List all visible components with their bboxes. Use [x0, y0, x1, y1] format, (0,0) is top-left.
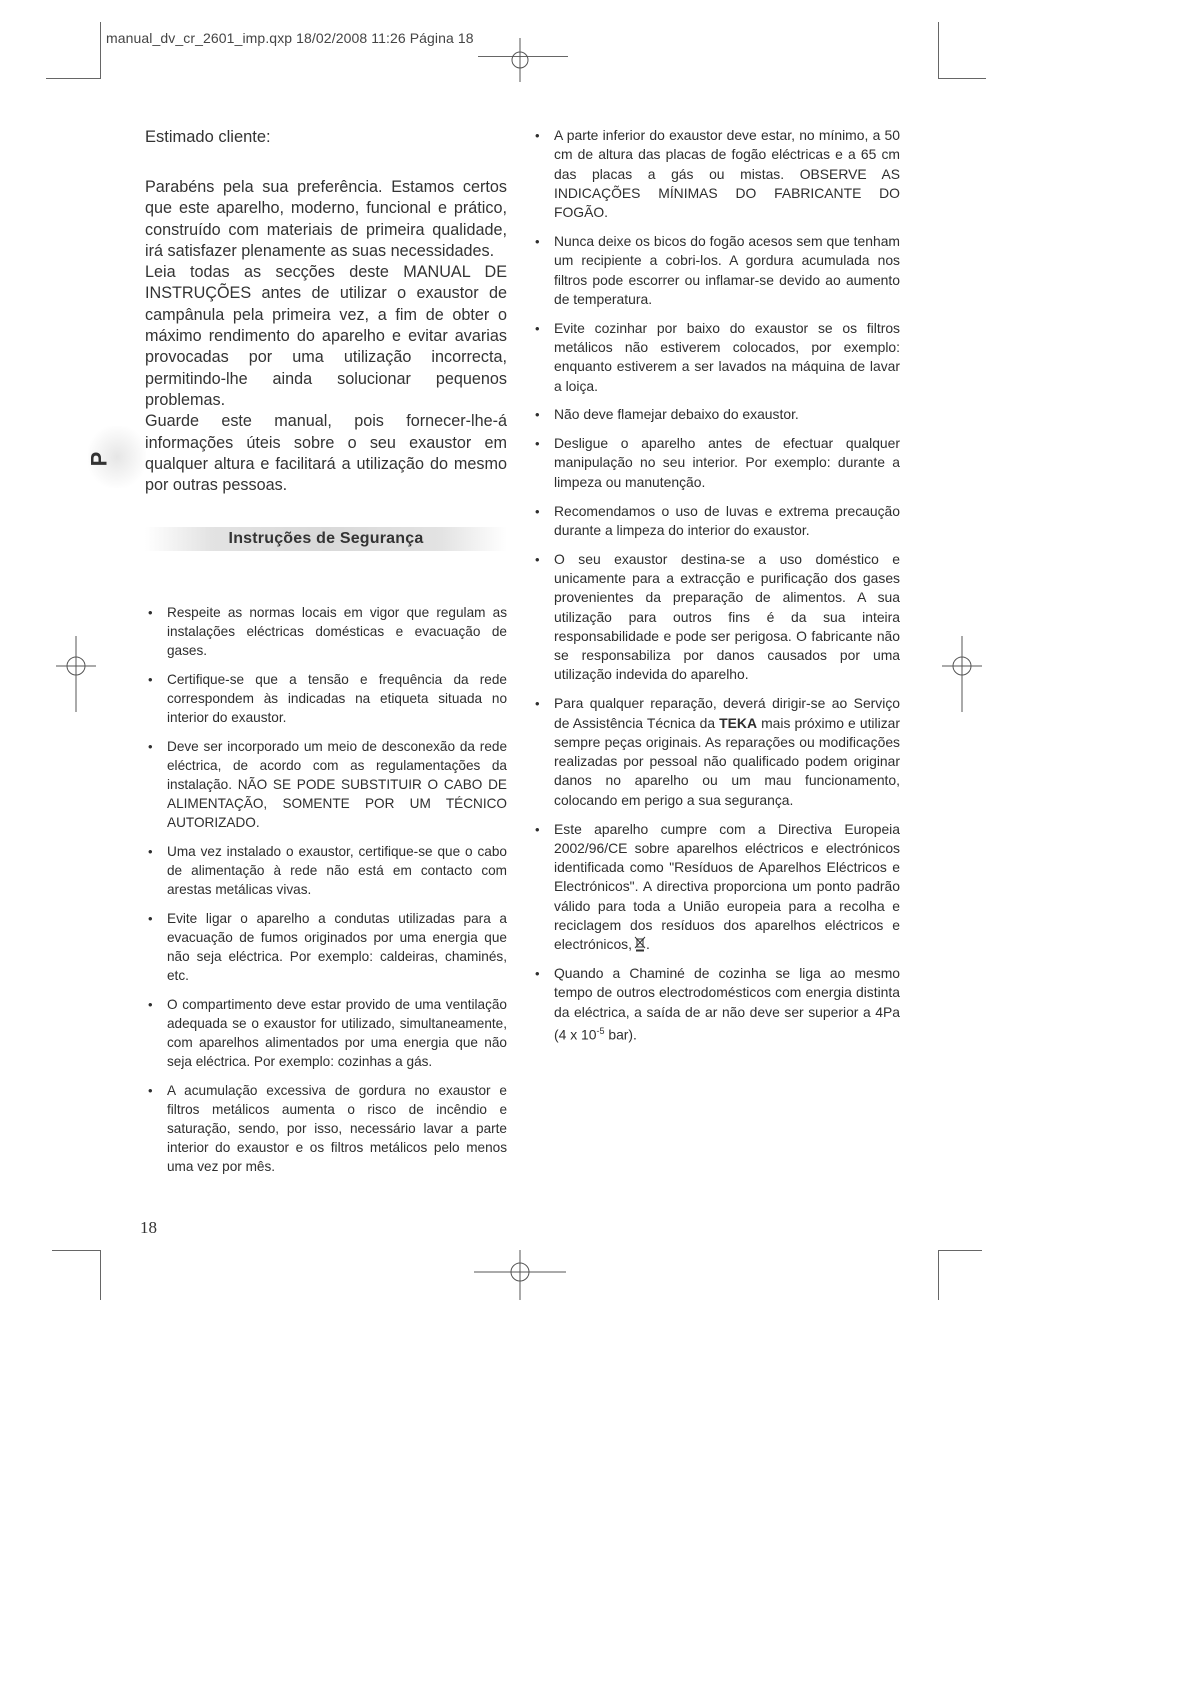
crop-mark: [938, 1250, 939, 1300]
list-item: • Uma vez instalado o exaustor, certifique-se que o cabo de alimentação à rede não está em contacto com arestas metálicas vivas.: [148, 844, 507, 898]
bullet-icon: •: [535, 696, 540, 712]
crop-mark: [938, 22, 939, 78]
bullet-icon: •: [535, 233, 540, 249]
list-item: • Para qualquer reparação, deverá dirigir-se ao Serviço de Assistência Técnica da TEKA mais próximo e utilizar sempre peças originais. As reparações ou modificações realizadas por pessoal não qualificado podem originar danos no aparelho ou um mau funcionamento, colocando em perigo a sua segurança.: [535, 695, 900, 808]
list-item: • Deve ser incorporado um meio de desconexão da rede eléctrica, de acordo com as regulamentações da instalação. NÃO SE PODE SUBSTITUIR O CABO DE ALIMENTAÇÃO, SOMENTE POR UM TÉCNICO AUTORIZADO.: [148, 739, 507, 831]
brand-name: TEKA: [719, 714, 757, 731]
file-slug: manual_dv_cr_2601_imp.qxp 18/02/2008 11:26 Página 18: [106, 30, 474, 46]
bullet-icon: •: [535, 503, 540, 519]
crop-mark: [938, 78, 986, 79]
bullet-icon: •: [148, 844, 153, 860]
bullet-icon: •: [535, 128, 540, 143]
bullet-icon: •: [148, 672, 153, 688]
registration-mark-icon: [54, 636, 98, 716]
exponent: -5: [596, 1025, 605, 1036]
list-item: • Evite ligar o aparelho a condutas utilizadas para a evacuação de fumos originados por uma energia que não seja eléctrica. Por exemplo: caldeiras, chaminés, etc.: [148, 911, 507, 984]
crop-mark: [100, 22, 101, 78]
list-item: • Quando a Chaminé de cozinha se liga ao mesmo tempo de outros electrodomésticos com energia distinta da eléctrica, a saída de ar não deve ser superior a 4Pa (4 x $10^{-5}$ bar).: [535, 965, 900, 1043]
list-item: • Certifique-se que a tensão e frequência da rede correspondem às indicadas na etiqueta situada no interior do exaustor.: [148, 672, 507, 726]
bullet-icon: •: [535, 436, 540, 452]
bullet-icon: •: [148, 605, 153, 621]
list-item: • Este aparelho cumpre com a Directiva Europeia 2002/96/CE sobre aparelhos eléctricos e electrónicos identificada como "Resíduos de Aparelhos Eléctricos e Electrónicos". A directiva proporciona um ponto padrão válido para toda a União europeia para a recolha e reciclagem dos resíduos dos aparelhos eléctricos e electrónicos, .: [535, 820, 900, 953]
safety-list: [145, 603, 507, 1176]
list-item: • Evite cozinhar por baixo do exaustor se os filtros metálicos não estiverem colocados, por exemplo: enquanto estiverem a ser lavados na máquina de lavar a loiça.: [535, 319, 900, 394]
intro-paragraph: Guarde este manual, pois fornecer-lhe-á informações úteis sobre o seu exaustor em qualquer altura e facilitará a utilização do mesmo por outras pessoas.: [145, 412, 507, 495]
crop-mark: [52, 1250, 101, 1251]
bullet-icon: •: [148, 997, 153, 1013]
bullet-icon: •: [148, 1083, 153, 1099]
intro-paragraph: Leia todas as secções deste MANUAL DE INSTRUÇÕES antes de utilizar o exaustor de campânula pela primeira vez, a fim de obter o máximo rendimento do aparelho e evitar avarias provocadas por uma utilização incorrecta, permitindo-lhe ainda solucionar pequenos problemas.: [145, 263, 507, 409]
list-item: • Respeite as normas locais em vigor que regulam as instalações eléctricas domésticas e evacuação de gases.: [148, 605, 507, 659]
bullet-icon: •: [535, 966, 540, 982]
crop-mark: [100, 1250, 101, 1300]
list-item: • A parte inferior do exaustor deve estar, no mínimo, a 50 cm de altura das placas de fogão eléctricas e a 65 cm das placas a gás ou mistas. OBSERVE AS INDICAÇÕES MÍNIMAS DO FABRICANTE DO FOGÃO.: [535, 127, 900, 221]
bullet-icon: •: [535, 320, 540, 336]
intro-paragraph: Parabéns pela sua preferência. Estamos certos que este aparelho, moderno, funcional e prático, construído com materiais de primeira qualidade, irá satisfazer plenamente as suas necessidades.: [145, 178, 507, 260]
registration-mark-icon: [470, 1250, 570, 1300]
safety-list: [532, 126, 900, 1045]
page-number: 18: [140, 1218, 157, 1237]
bullet-icon: •: [148, 739, 153, 755]
crop-mark: [938, 1250, 982, 1251]
bullet-icon: •: [535, 821, 540, 837]
list-item: • Desligue o aparelho antes de efectuar qualquer manipulação no seu interior. Por exemplo: durante a limpeza ou manutenção.: [535, 435, 900, 490]
bullet-icon: •: [535, 551, 540, 567]
bullet-icon: •: [148, 911, 153, 927]
right-column: [532, 126, 900, 1054]
registration-mark-icon: [940, 636, 984, 716]
list-item: • Recomendamos o uso de luvas e extrema precaução durante a limpeza do interior do exaustor.: [535, 502, 900, 538]
section-heading: Instruções de Segurança: [145, 527, 507, 551]
language-side-tab: P: [86, 451, 112, 467]
bullet-icon: •: [535, 407, 540, 423]
list-item: • A acumulação excessiva de gordura no exaustor e filtros metálicos aumenta o risco de incêndio e saturação, sendo, por isso, necessário lavar a parte interior do exaustor e os filtros metálicos pelo menos uma vez por mês.: [148, 1083, 507, 1175]
list-item: • Não deve flamejar debaixo do exaustor.: [532, 405, 900, 424]
registration-mark-icon: [498, 38, 542, 82]
list-item: • O compartimento deve estar provido de uma ventilação adequada se o exaustor for utilizado, simultaneamente, com aparelhos alimentados por uma energia que não seja eléctrica. Por exemplo: cozinhas a gás.: [148, 997, 507, 1070]
crop-mark: [46, 78, 101, 79]
left-column: [145, 128, 507, 1186]
list-item: • O seu exaustor destina-se a uso doméstico e unicamente para a extracção e purificação dos gases provenientes da preparação de alimentos. A sua utilização para outros fins é da sua inteira responsabilidade e pode ser perigosa. O fabricante não se responsabiliza por danos causados por uma utilização indevida do aparelho.: [535, 550, 900, 683]
greeting: Estimado cliente:: [145, 128, 271, 146]
intro-text: [145, 177, 507, 496]
list-item: • Nunca deixe os bicos do fogão acesos sem que tenham um recipiente a cobri-los. A gordura acumulada nos filtros pode escorrer ou inflamar-se devido ao aumento de temperatura.: [535, 232, 900, 307]
crossed-out-bin-icon: [634, 936, 646, 952]
